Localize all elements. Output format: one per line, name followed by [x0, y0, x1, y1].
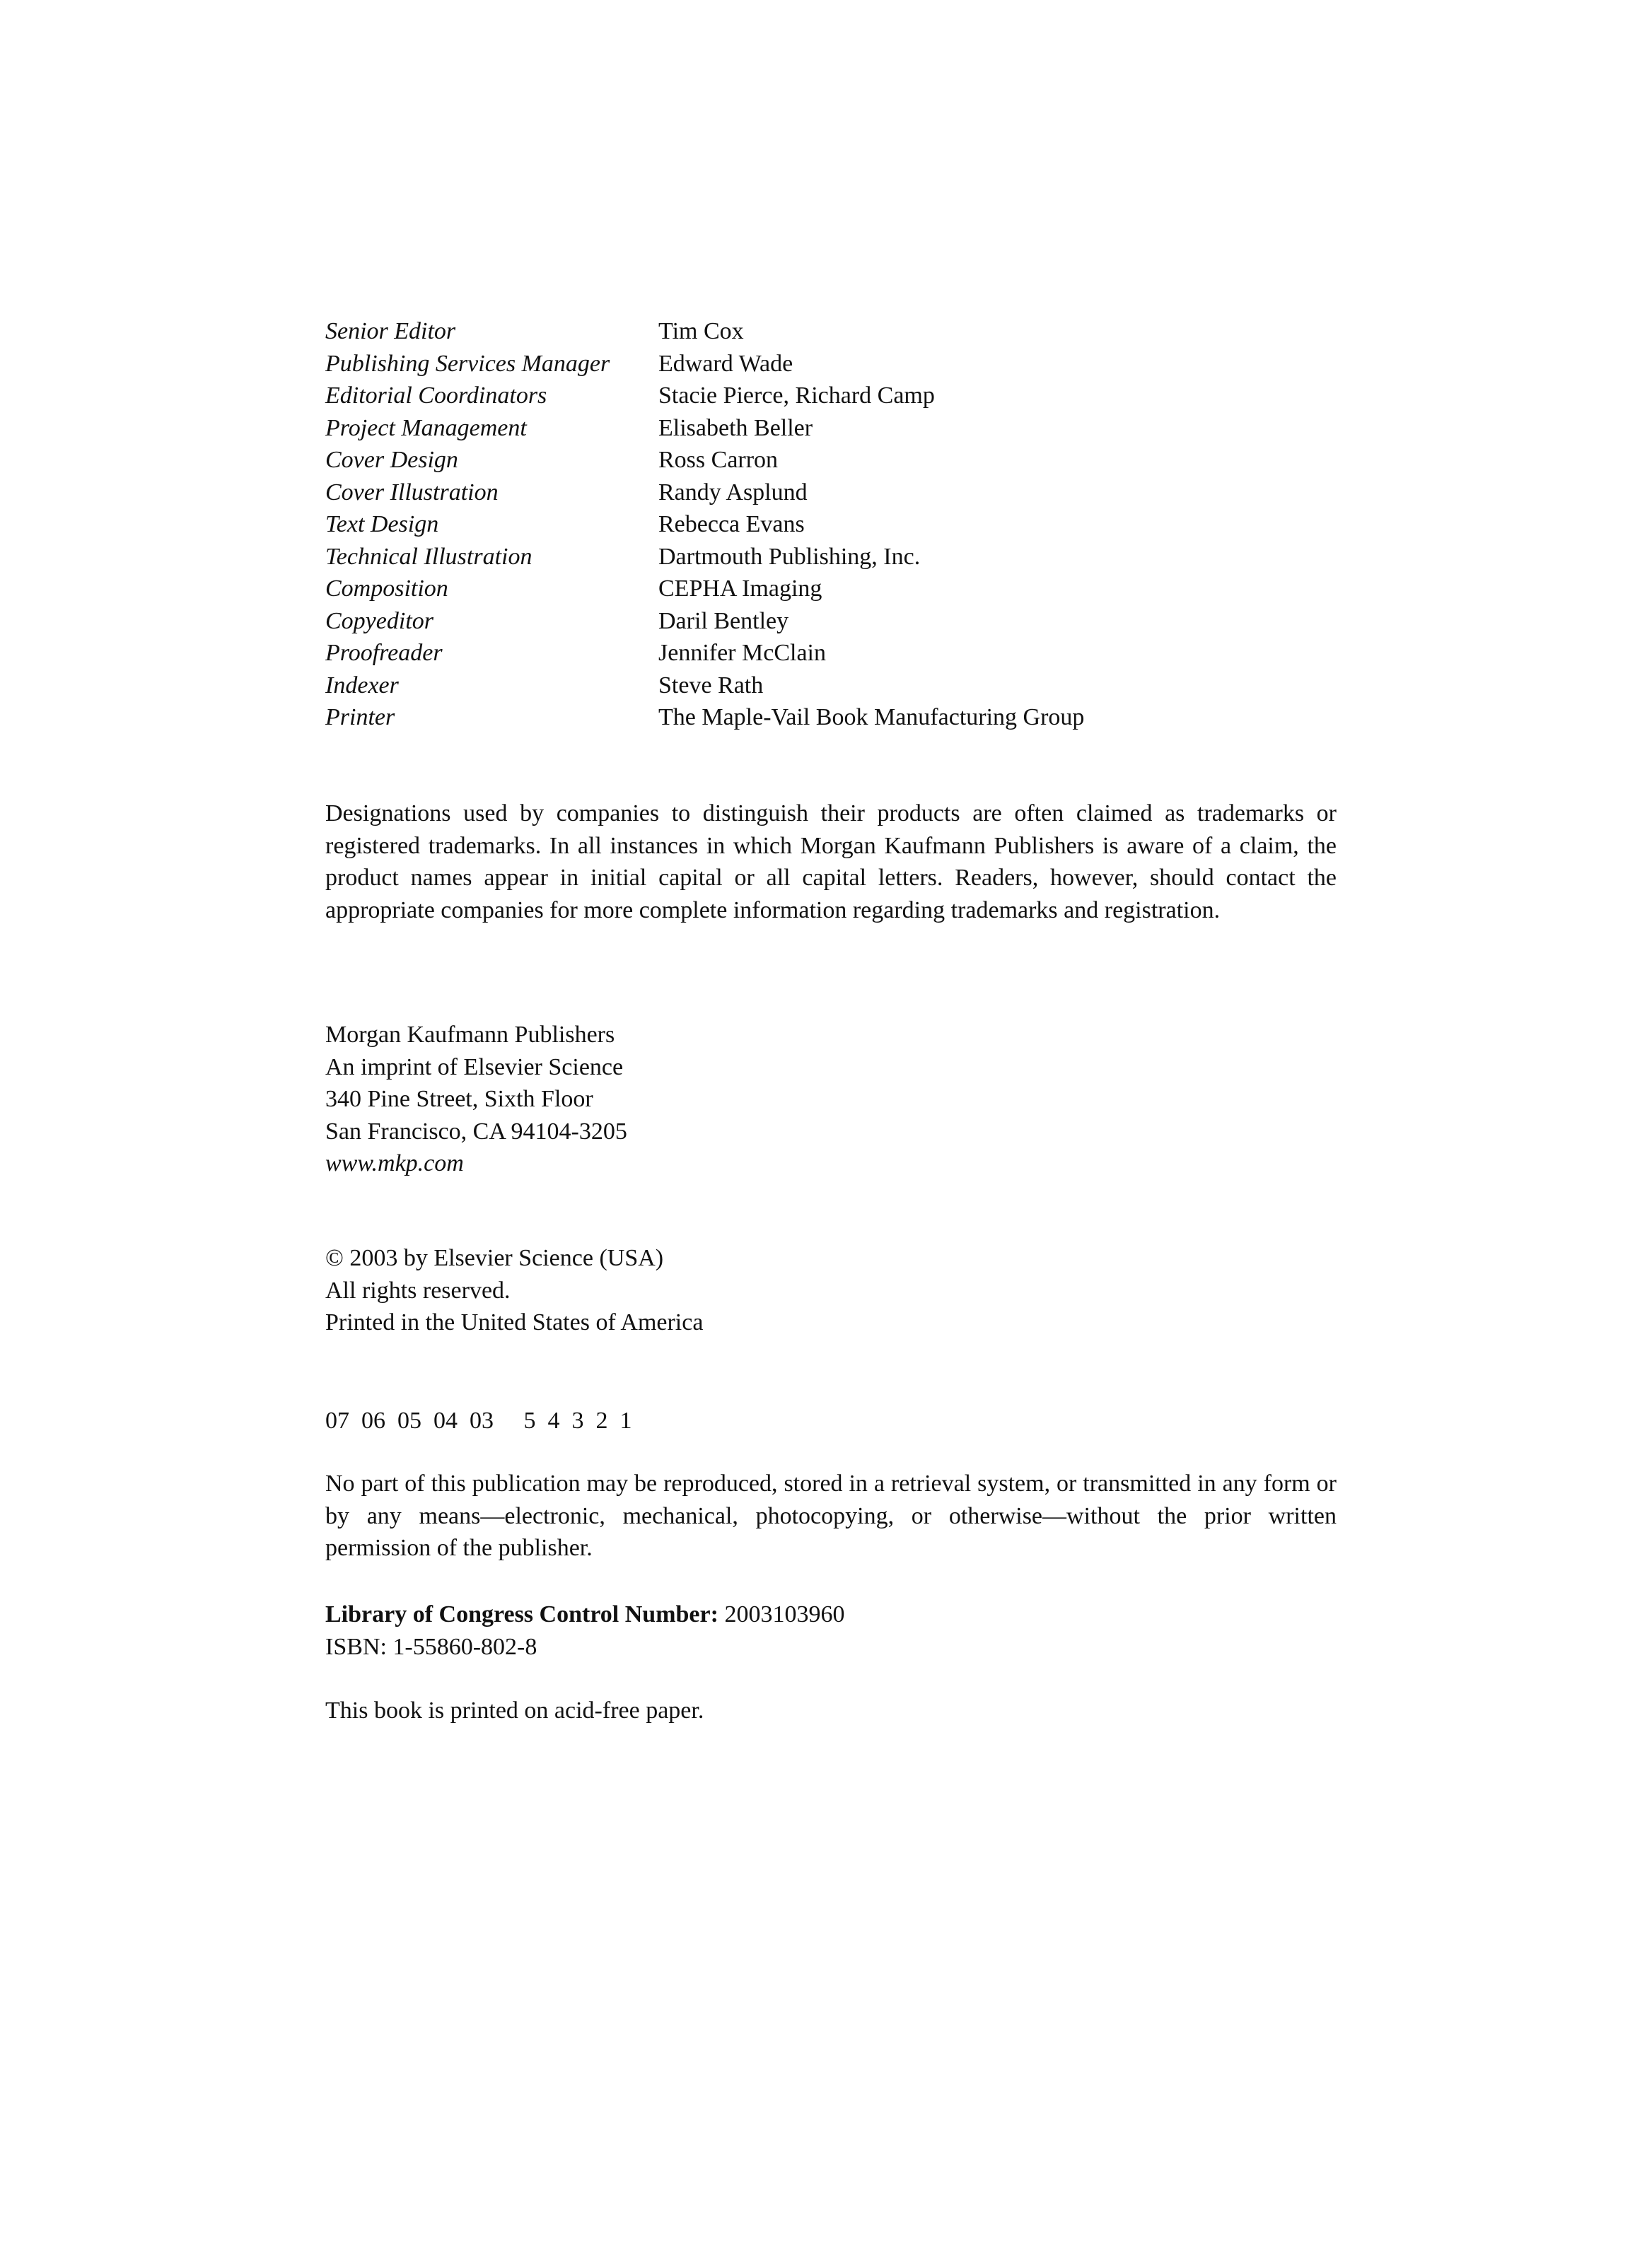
copyright-notice: © 2003 by Elsevier Science (USA) — [325, 1245, 664, 1271]
publisher-street: 340 Pine Street, Sixth Floor — [325, 1086, 593, 1112]
credit-name: CEPHA Imaging — [658, 575, 822, 602]
credit-row — [325, 380, 1358, 412]
credit-row — [325, 508, 1358, 541]
credit-role: Technical Illustration — [325, 543, 532, 570]
credit-row — [325, 348, 1358, 380]
credit-role: Proofreader — [325, 640, 443, 666]
isbn-line: ISBN: 1-55860-802-8 — [325, 1633, 537, 1660]
printed-in: Printed in the United States of America — [325, 1309, 704, 1335]
credit-row — [325, 670, 1358, 702]
credit-row — [325, 605, 1358, 638]
rights-reserved: All rights reserved. — [325, 1277, 511, 1304]
trademark-notice: Designations used by companies to distinguish their products are often claimed as trademarks or registered trademarks. In all instances in which Morgan Kaufmann Publishers is aware of a claim, the product names appear in initial capital or all capital letters. Readers, however, should contact the appropriate companies for more complete information regarding trademarks and registration. — [325, 800, 1337, 923]
lccn-line — [325, 1598, 844, 1631]
credit-row — [325, 477, 1358, 509]
publisher-imprint: An imprint of Elsevier Science — [325, 1053, 624, 1080]
credit-role: Copyeditor — [325, 607, 433, 634]
publisher-address — [325, 1019, 627, 1180]
credit-role: Composition — [325, 575, 448, 602]
credit-name: Ross Carron — [658, 447, 779, 473]
credit-row — [325, 541, 1358, 573]
lccn-label: Library of Congress Control Number: — [325, 1601, 718, 1627]
credit-name: Daril Bentley — [658, 607, 789, 634]
paper-note: This book is printed on acid-free paper. — [325, 1697, 704, 1724]
credit-role: Publishing Services Manager — [325, 350, 610, 377]
rights-statement-block — [325, 1468, 1337, 1565]
credit-row — [325, 412, 1358, 445]
credit-role: Printer — [325, 704, 395, 730]
credit-name: The Maple-Vail Book Manufacturing Group — [658, 704, 1085, 730]
credit-name: Dartmouth Publishing, Inc. — [658, 543, 921, 570]
credits-list — [325, 315, 1358, 734]
print-codes: 07 06 05 04 03 5 4 3 2 1 — [325, 1408, 632, 1434]
credit-row — [325, 573, 1358, 605]
trademark-notice-block — [325, 797, 1337, 926]
credit-row — [325, 637, 1358, 670]
publisher-name: Morgan Kaufmann Publishers — [325, 1022, 615, 1048]
credit-role: Text Design — [325, 511, 439, 537]
rights-statement: No part of this publication may be reproduced, stored in a retrieval system, or transmitted in any form or by any means—electronic, mechanical, photocopying, or otherwise—without the prior written permission of the publisher. — [325, 1471, 1337, 1561]
lccn-value: 2003103960 — [724, 1601, 845, 1627]
credit-row — [325, 444, 1358, 477]
credit-name: Jennifer McClain — [658, 640, 826, 666]
credit-name: Edward Wade — [658, 350, 793, 377]
copyright-block — [325, 1242, 703, 1339]
credit-role: Cover Illustration — [325, 479, 499, 505]
credit-role: Indexer — [325, 672, 399, 698]
credit-role: Editorial Coordinators — [325, 382, 547, 409]
publisher-city: San Francisco, CA 94104-3205 — [325, 1118, 627, 1145]
credit-role: Project Management — [325, 414, 527, 441]
credit-name: Tim Cox — [658, 318, 744, 344]
credit-role: Senior Editor — [325, 318, 456, 344]
library-info — [325, 1598, 844, 1663]
credit-name: Stacie Pierce, Richard Camp — [658, 382, 935, 409]
credit-role: Cover Design — [325, 447, 458, 473]
publisher-website: www.mkp.com — [325, 1150, 464, 1176]
credit-row — [325, 315, 1358, 348]
credit-row — [325, 701, 1358, 734]
credit-name: Randy Asplund — [658, 479, 808, 505]
credit-name: Steve Rath — [658, 672, 764, 698]
credit-name: Elisabeth Beller — [658, 414, 813, 441]
credit-name: Rebecca Evans — [658, 511, 805, 537]
